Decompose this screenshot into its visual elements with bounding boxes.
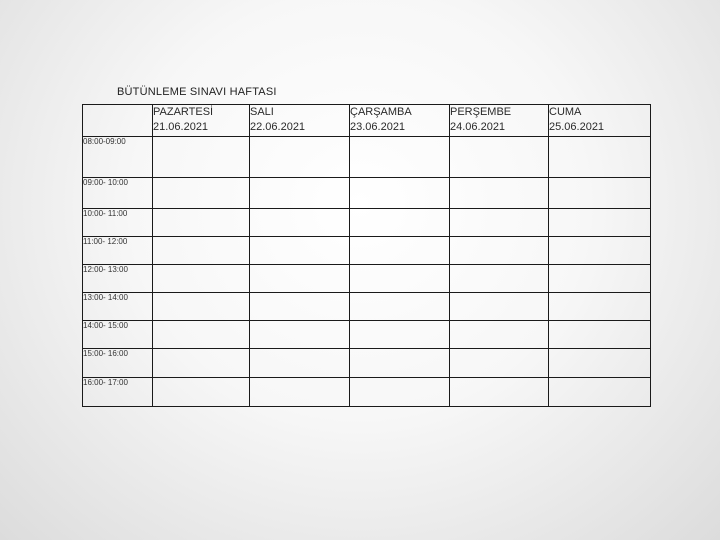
schedule-cell[interactable] [250,349,350,378]
schedule-cell[interactable] [549,209,651,237]
schedule-cell[interactable] [350,321,450,349]
schedule-cell[interactable] [153,209,250,237]
schedule-cell[interactable] [350,237,450,265]
schedule-cell[interactable] [549,178,651,209]
day-header-tuesday [250,105,350,137]
schedule-cell[interactable] [549,349,651,378]
time-slot-label: 10:00- 11:00 [83,209,153,237]
schedule-cell[interactable] [153,349,250,378]
schedule-cell[interactable] [450,209,549,237]
schedule-cell[interactable] [549,293,651,321]
schedule-cell[interactable] [549,237,651,265]
exam-schedule-table [82,104,651,407]
schedule-cell[interactable] [153,265,250,293]
time-slot-label: 14:00- 15:00 [83,321,153,349]
schedule-cell[interactable] [450,178,549,209]
day-name: CUMA [549,106,582,118]
schedule-cell[interactable] [450,237,549,265]
schedule-cell[interactable] [350,209,450,237]
schedule-cell[interactable] [250,209,350,237]
day-name: ÇARŞAMBA [350,106,412,118]
time-slot-label: 08:00-09:00 [83,137,153,178]
time-slot-label: 15:00- 16:00 [83,349,153,378]
schedule-cell[interactable] [350,378,450,407]
time-slot-label: 09:00- 10:00 [83,178,153,209]
time-slot-label: 13:00- 14:00 [83,293,153,321]
schedule-cell[interactable] [250,265,350,293]
time-row [83,321,651,349]
schedule-cell[interactable] [153,237,250,265]
corner-cell [83,105,153,137]
schedule-cell[interactable] [250,321,350,349]
day-date: 25.06.2021 [549,121,605,133]
schedule-cell[interactable] [250,178,350,209]
day-date: 21.06.2021 [153,121,209,133]
schedule-cell[interactable] [250,237,350,265]
schedule-cell[interactable] [350,178,450,209]
time-row [83,265,651,293]
schedule-cell[interactable] [549,137,651,178]
schedule-cell[interactable] [250,137,350,178]
time-row [83,349,651,378]
schedule-cell[interactable] [250,293,350,321]
time-row [83,209,651,237]
header-row [83,105,651,137]
day-name: SALI [250,106,274,118]
day-date: 24.06.2021 [450,121,506,133]
time-slot-label: 11:00- 12:00 [83,237,153,265]
schedule-cell[interactable] [153,178,250,209]
time-slot-label: 16:00- 17:00 [83,378,153,407]
schedule-cell[interactable] [450,321,549,349]
schedule-cell[interactable] [450,378,549,407]
schedule-cell[interactable] [450,137,549,178]
schedule-cell[interactable] [250,378,350,407]
time-row [83,178,651,209]
day-header-monday [153,105,250,137]
schedule-cell[interactable] [450,349,549,378]
schedule-cell[interactable] [549,321,651,349]
time-row [83,237,651,265]
day-name: PERŞEMBE [450,106,512,118]
schedule-cell[interactable] [350,137,450,178]
day-header-friday [549,105,651,137]
schedule-cell[interactable] [153,321,250,349]
schedule-cell[interactable] [153,137,250,178]
schedule-cell[interactable] [350,293,450,321]
time-row [83,293,651,321]
day-date: 23.06.2021 [350,121,406,133]
day-name: PAZARTESİ [153,106,214,118]
schedule-cell[interactable] [350,349,450,378]
schedule-cell[interactable] [450,265,549,293]
schedule-cell[interactable] [350,265,450,293]
time-row [83,137,651,178]
time-slot-label: 12:00- 13:00 [83,265,153,293]
day-date: 22.06.2021 [250,121,306,133]
schedule-cell[interactable] [549,265,651,293]
schedule-cell[interactable] [153,293,250,321]
day-header-thursday [450,105,549,137]
day-header-wednesday [350,105,450,137]
schedule-cell[interactable] [450,293,549,321]
schedule-title: BÜTÜNLEME SINAVI HAFTASI [117,86,277,98]
time-row [83,378,651,407]
schedule-cell[interactable] [153,378,250,407]
schedule-cell[interactable] [549,378,651,407]
